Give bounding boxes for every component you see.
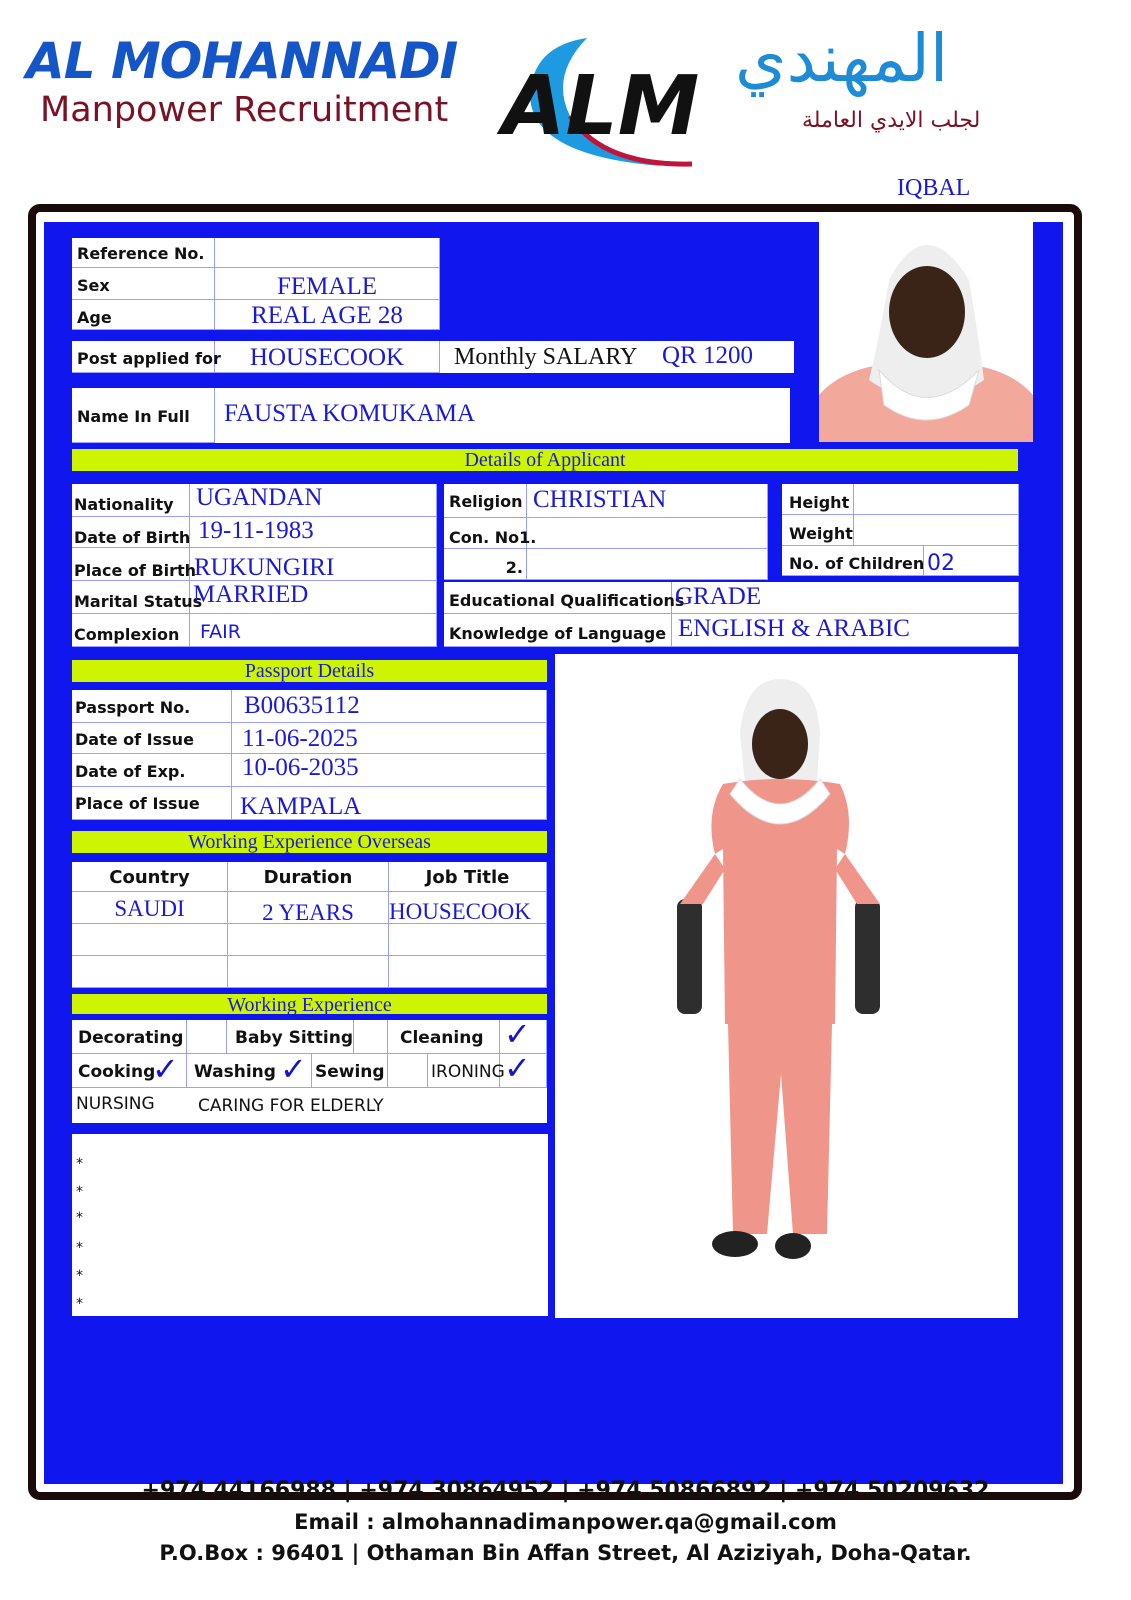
note-bullet: * — [76, 1240, 83, 1256]
note-bullet: * — [76, 1296, 83, 1312]
check-icon: ✓ — [152, 1050, 179, 1088]
overseas-section-title: Working Experience Overseas — [72, 831, 547, 853]
overseas-country: SAUDI — [72, 892, 228, 924]
children-label: No. of Children — [782, 546, 924, 576]
col-duration: Duration — [228, 862, 389, 892]
skill-cooking: Cooking — [72, 1054, 187, 1088]
complexion-label: Complexion — [72, 614, 190, 647]
overseas-empty-cell — [389, 956, 547, 988]
contact1-value — [527, 518, 768, 549]
issue-place-value: KAMPALA — [232, 787, 547, 820]
col-country: Country — [72, 862, 228, 892]
contact2-label: 2. — [444, 549, 527, 580]
applicant-section-title: Details of Applicant — [72, 449, 1018, 471]
note-bullet: * — [76, 1210, 83, 1226]
marital-label: Marital Status — [72, 581, 190, 614]
brand-arabic-subtitle: لجلب الايدي العاملة — [802, 108, 981, 133]
height-label: Height — [782, 484, 854, 515]
passport-box — [72, 690, 547, 820]
overseas-empty-cell — [72, 956, 228, 988]
age-label: Age — [72, 300, 215, 330]
alm-logo — [492, 16, 724, 176]
issue-place-label: Place of Issue — [72, 787, 232, 820]
overseas-empty-cell — [72, 924, 228, 956]
reference-value — [215, 238, 440, 268]
issue-date-value: 11-06-2025 — [232, 723, 547, 754]
pob-value: RUKUNGIRI — [190, 548, 437, 581]
agent-name: IQBAL — [897, 175, 971, 201]
issue-date-label: Date of Issue — [72, 723, 232, 754]
post-row — [72, 341, 794, 373]
nationality-value: UGANDAN — [190, 484, 437, 517]
education-value: GRADE — [672, 582, 1019, 614]
overseas-empty-cell — [228, 956, 389, 988]
note-bullet: * — [76, 1156, 83, 1172]
language-label: Knowledge of Language — [444, 614, 672, 647]
skill-decorating-check — [187, 1020, 227, 1054]
complexion-value: FAIR — [190, 614, 437, 647]
salary-value: QR 1200 — [662, 342, 753, 369]
skill-baby-sitting-check — [354, 1020, 388, 1054]
sex-value: FEMALE — [215, 268, 440, 300]
applicant-left-box — [72, 484, 437, 647]
note-bullet: * — [76, 1268, 83, 1284]
name-value: FAUSTA KOMUKAMA — [224, 400, 476, 427]
check-icon: ✓ — [280, 1050, 307, 1088]
nationality-label: Nationality — [72, 484, 190, 517]
expiry-date-label: Date of Exp. — [72, 754, 232, 787]
children-value: 02 — [924, 546, 1019, 576]
education-label: Educational Qualifications — [444, 582, 672, 614]
skill-baby-sitting: Baby Sitting — [227, 1020, 354, 1054]
top-info-box — [72, 238, 440, 330]
logo-letters: ALM — [502, 59, 700, 154]
dob-value: 19-11-1983 — [190, 517, 437, 548]
pob-label: Place of Birth — [72, 548, 190, 581]
expiry-date-value: 10-06-2035 — [232, 754, 547, 787]
marital-value: MARRIED — [190, 581, 437, 614]
skill-nursing: NURSING — [76, 1094, 155, 1114]
col-job-title: Job Title — [389, 862, 547, 892]
weight-value — [854, 515, 1019, 546]
skill-decorating: Decorating — [72, 1020, 187, 1054]
check-icon: ✓ — [504, 1015, 531, 1053]
skill-ironing-check — [500, 1049, 547, 1088]
religion-value: CHRISTIAN — [527, 484, 768, 518]
skill-caring-elderly: CARING FOR ELDERLY — [198, 1096, 384, 1116]
post-value: HOUSECOOK — [215, 341, 440, 373]
note-bullet: * — [76, 1184, 83, 1200]
height-value — [854, 484, 1019, 515]
post-label: Post applied for — [72, 341, 215, 373]
language-value: ENGLISH & ARABIC — [672, 614, 1019, 647]
portrait-photo — [819, 220, 1033, 442]
overseas-job: HOUSECOOK — [389, 892, 547, 924]
notes-box — [72, 1134, 548, 1316]
name-row — [72, 388, 790, 443]
experience-section-title: Working Experience — [72, 994, 547, 1014]
brand-arabic: المهندي — [735, 20, 949, 97]
full-body-photo — [555, 654, 1018, 1318]
name-label: Name In Full — [72, 388, 215, 443]
dob-label: Date of Birth — [72, 517, 190, 548]
contact1-label: Con. No1. — [444, 518, 527, 549]
skill-sewing: Sewing — [312, 1054, 388, 1088]
overseas-empty-cell — [389, 924, 547, 956]
reference-label: Reference No. — [72, 238, 215, 268]
check-icon: ✓ — [504, 1049, 531, 1087]
passport-no-label: Passport No. — [72, 690, 232, 723]
weight-label: Weight — [782, 515, 854, 546]
overseas-duration: 2 YEARS — [228, 892, 389, 924]
applicant-middle-box — [444, 484, 768, 580]
contact2-value — [527, 549, 768, 580]
passport-section-title: Passport Details — [72, 660, 547, 682]
brand-subtitle: Manpower Recruitment — [40, 90, 449, 130]
footer-address: P.O.Box : 96401 | Othaman Bin Affan Street, Al Aziziyah, Doha-Qatar. — [159, 1541, 972, 1565]
education-language-box — [444, 582, 1019, 647]
applicant-right-box — [782, 484, 1019, 576]
overseas-table — [72, 862, 547, 988]
skill-cleaning: Cleaning — [388, 1020, 500, 1054]
skill-washing: Washing — [187, 1054, 312, 1088]
overseas-empty-cell — [228, 924, 389, 956]
footer-phones: +974 44166988 | +974 30864952 | +974 50866892 | +974 50209632 — [141, 1478, 990, 1503]
religion-label: Religion — [444, 484, 527, 518]
sex-label: Sex — [72, 268, 215, 300]
passport-no-value: B00635112 — [232, 690, 547, 723]
footer-email: Email : almohannadimanpower.qa@gmail.com — [294, 1510, 837, 1534]
age-value: REAL AGE 28 — [215, 300, 440, 330]
skill-sewing-check — [388, 1054, 428, 1088]
skills-box — [72, 1015, 547, 1123]
salary-label: Monthly SALARY — [454, 344, 638, 370]
skill-ironing: IRONING — [428, 1054, 500, 1088]
brand-name: AL MOHANNADI — [26, 32, 458, 90]
